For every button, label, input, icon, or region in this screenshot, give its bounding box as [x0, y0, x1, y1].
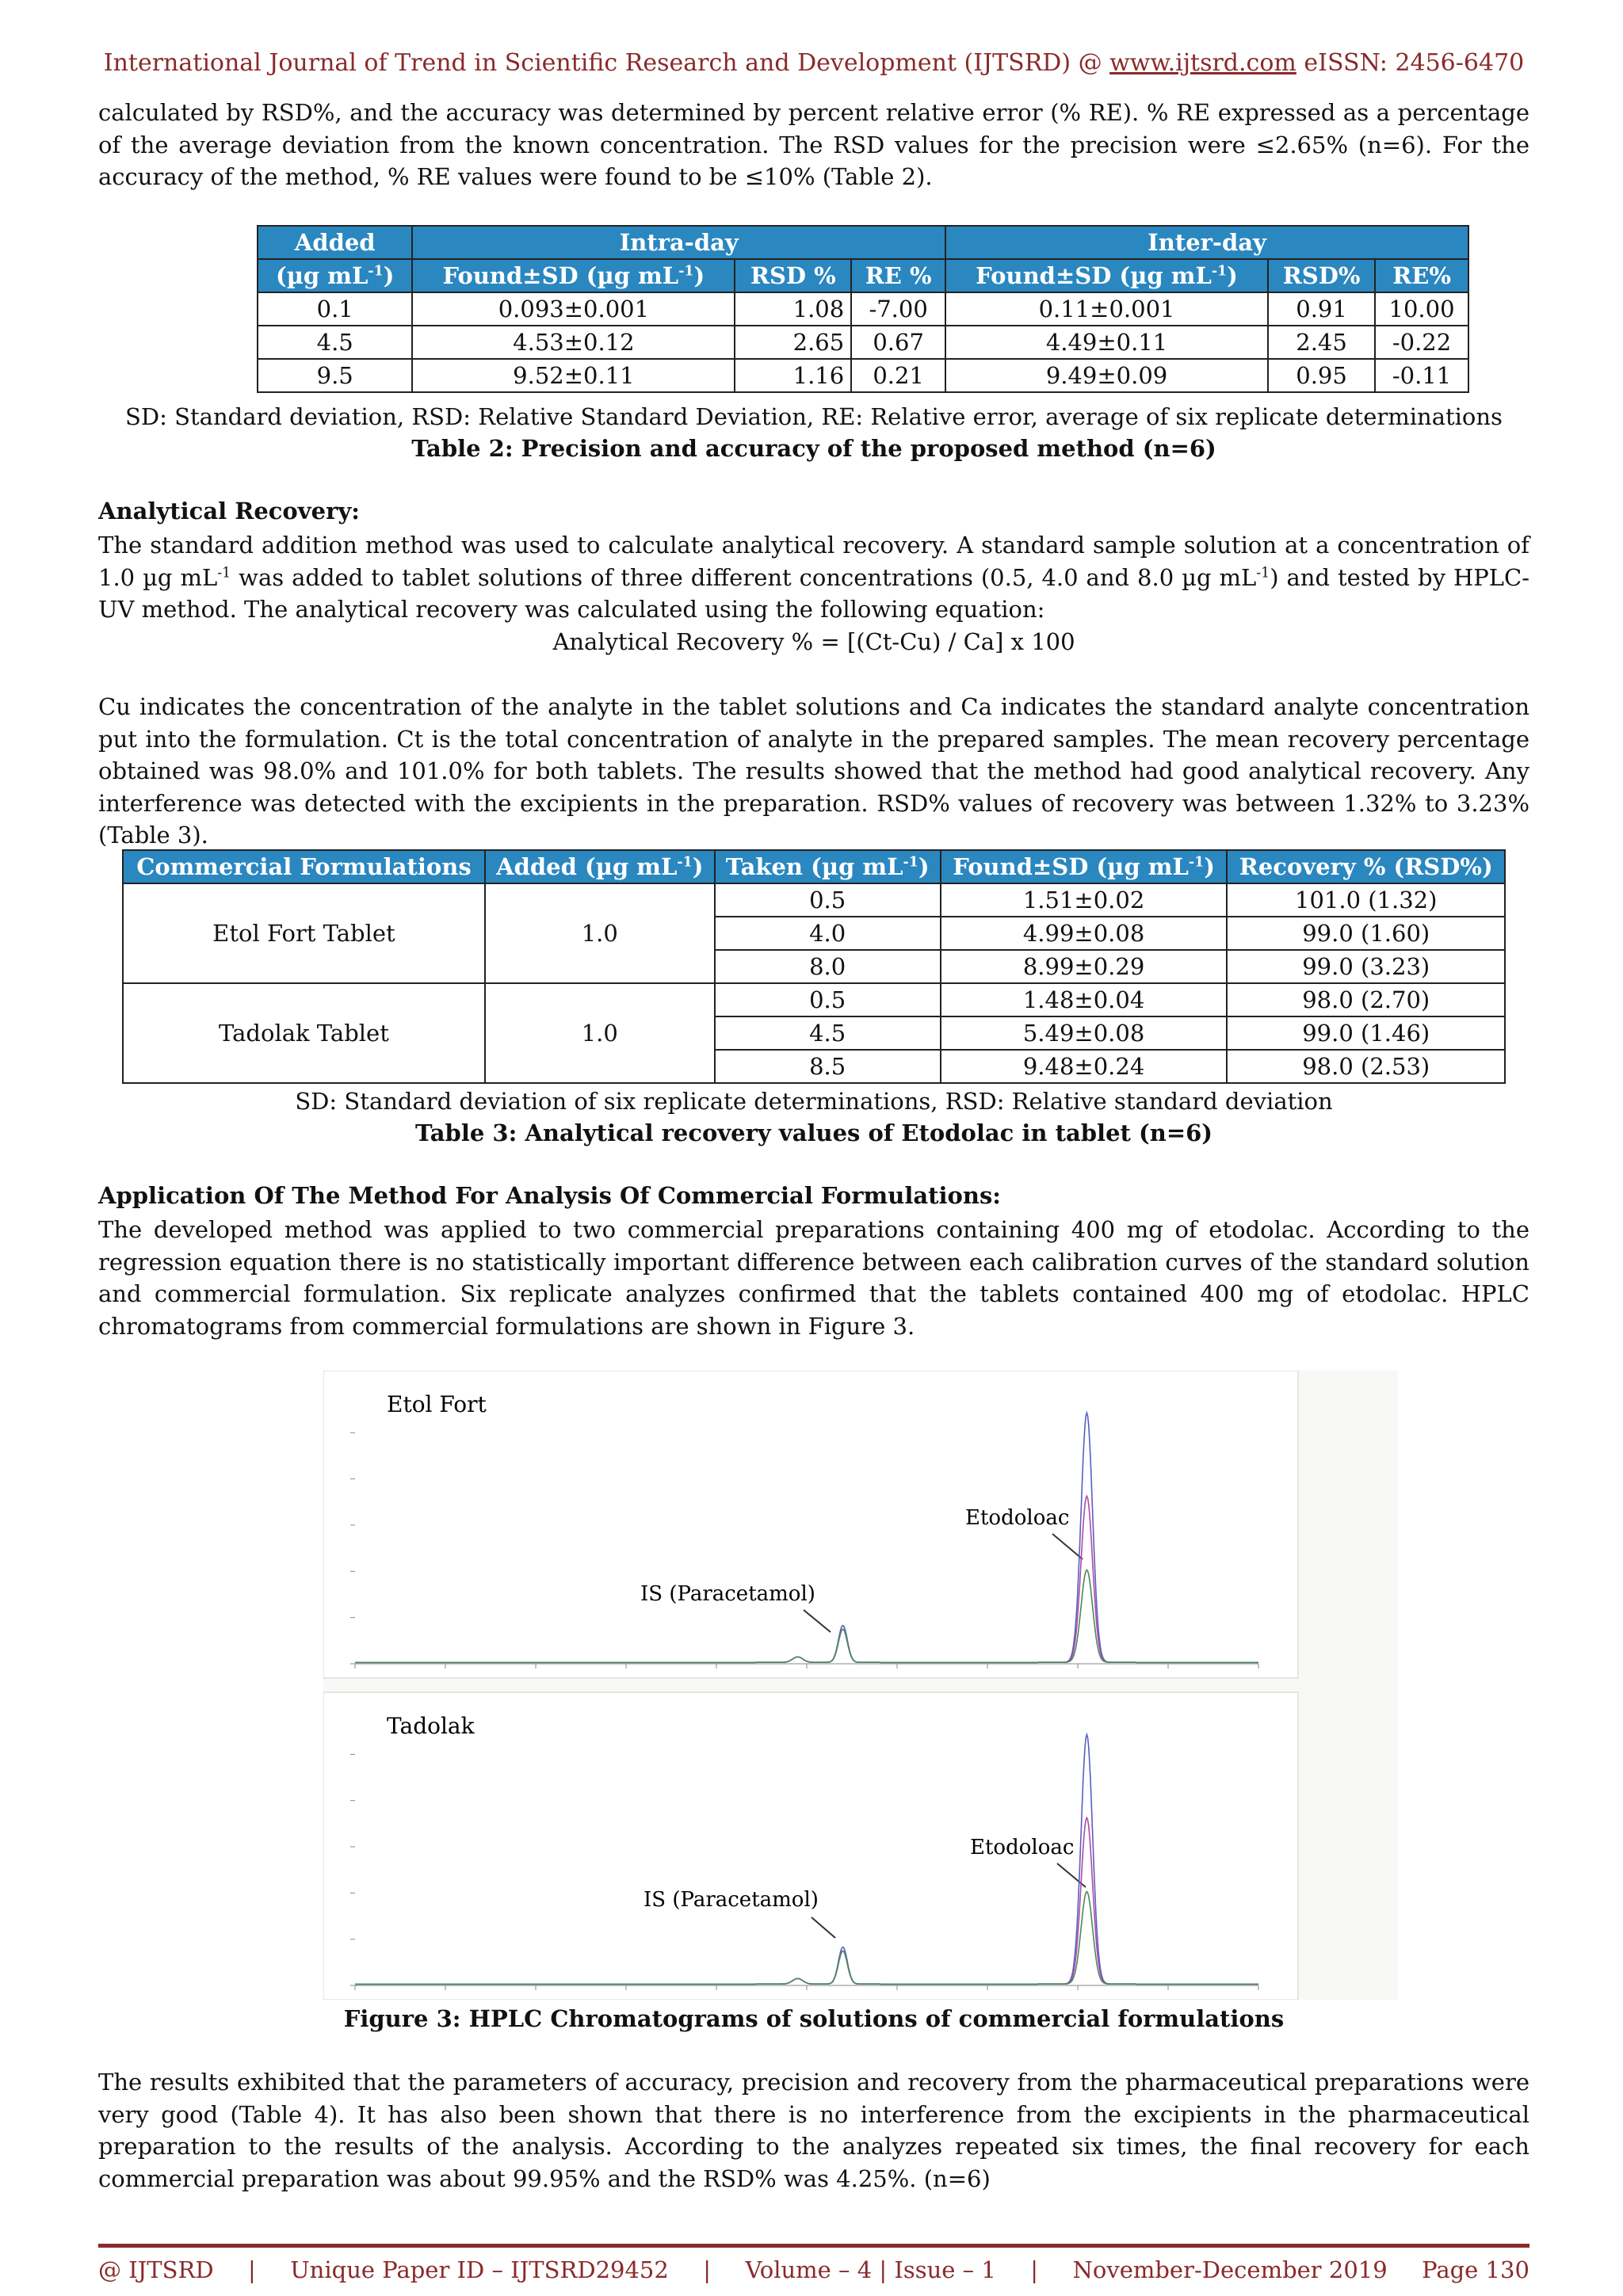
panel-title: Etol Fort	[387, 1391, 487, 1417]
t2-h-re-intra: RE %	[851, 259, 945, 292]
application-paragraph: The developed method was applied to two commercial preparations containing 400 mg of etodolac. According to the regression equation there is no statistically important difference between each calibration curves of the standard solution and commercial formulation. Six replicate analyzes confirmed that the tablets contained 400 mg of etodolac. HPLC chromatograms from commercial formulations are shown in Figure 3.	[98, 1216, 1529, 1340]
eissn: eISSN: 2456-6470	[1296, 49, 1525, 77]
t3-h-formulations: Commercial Formulations	[123, 850, 485, 883]
cell: 8.5	[715, 1050, 941, 1083]
chromatogram-svg	[323, 1371, 1398, 2000]
panel-title: Tadolak	[387, 1713, 475, 1739]
t2-h-rsd-inter: RSD%	[1268, 259, 1375, 292]
t2-h-inter: Inter-day	[945, 226, 1468, 259]
journal-url[interactable]: www.ijtsrd.com	[1109, 49, 1296, 77]
cell: 0.95	[1268, 359, 1375, 392]
cell: 5.49±0.08	[941, 1016, 1228, 1050]
recovery-paragraph: The standard addition method was used to calculate analytical recovery. A standard sample solution at a concentration of 1.0 µg $mL^{-1}$ was added to tablet solutions of three different concentrations (0.5, 4.0 and 8.0 µg $mL^{-1}$) and tested by HPLC-UV method. The analytical recovery was calculated using the following equation:	[98, 532, 1530, 623]
chromatogram-panel-etol-fort	[323, 1371, 1298, 1678]
table-row	[123, 983, 1505, 1016]
closing-paragraph: The results exhibited that the parameters of accuracy, precision and recovery from the pharmaceutical preparations were very good (Table 4). It has also been shown that there is no interference from the excipients in the pharmaceutical preparation to the results of the analysis. According to the analyzes repeated six times, the final recovery for each commercial preparation was about 99.95% and the RSD% was 4.25%. (n=6)	[98, 2069, 1529, 2192]
cell: 0.67	[851, 326, 945, 359]
cell: -7.00	[851, 292, 945, 326]
cell: 4.5	[715, 1016, 941, 1050]
footer-date: November-December 2019	[1072, 2256, 1388, 2283]
running-footer	[98, 2256, 1529, 2283]
table-row	[258, 359, 1468, 392]
t3-h-found: Found±SD (µg $mL^{-1}$)	[941, 850, 1228, 883]
is-peak-label: IS (Paracetamol)	[640, 1582, 815, 1606]
cell: 9.48±0.24	[941, 1050, 1228, 1083]
t2-h-added: Added	[258, 226, 412, 259]
cell: 101.0 (1.32)	[1227, 883, 1505, 917]
figure-3-caption: Figure 3: HPLC Chromatograms of solutions of commercial formulations	[343, 2005, 1285, 2032]
cell: Tadolak Tablet	[123, 983, 485, 1083]
cell: 98.0 (2.53)	[1227, 1050, 1505, 1083]
table-3-footnote: SD: Standard deviation of six replicate determinations, RSD: Relative standard deviation	[295, 1088, 1333, 1115]
cell: 0.5	[715, 883, 941, 917]
cell: 1.0	[485, 983, 715, 1083]
is-peak-label: IS (Paracetamol)	[643, 1888, 819, 1912]
recovery-paragraph-2: Cu indicates the concentration of the analyte in the tablet solutions and Ca indicates the standard analyte concentration put into the formulation. Ct is the total concentration of analyte in the prepared samples. The mean recovery percentage obtained was 98.0% and 101.0% for both tablets. The results showed that the method had good analytical recovery. Any interference was detected with the excipients in the preparation. RSD% values of recovery was between 1.32% to 3.23% (Table 3).	[98, 693, 1529, 849]
footer-sep: |	[1030, 2256, 1039, 2283]
cell: 0.11±0.001	[945, 292, 1268, 326]
journal-name: International Journal of Trend in Scientific Research and Development (IJTSRD) @	[103, 49, 1110, 77]
cell: 10.00	[1375, 292, 1468, 326]
cell: 1.51±0.02	[941, 883, 1228, 917]
application-heading: Application Of The Method For Analysis Of Commercial Formulations:	[98, 1182, 1002, 1209]
cell: 1.0	[485, 883, 715, 983]
recovery-heading: Analytical Recovery:	[98, 498, 360, 524]
cell: 1.08	[735, 292, 851, 326]
running-header	[98, 49, 1529, 77]
table-2	[257, 225, 1469, 393]
cell: 4.49±0.11	[945, 326, 1268, 359]
footer-volume: Volume – 4 | Issue – 1	[745, 2256, 996, 2283]
cell: 99.0 (3.23)	[1227, 950, 1505, 983]
t2-h-added-unit: (µg $mL^{-1}$)	[258, 259, 412, 292]
cell: 1.48±0.04	[941, 983, 1228, 1016]
cell: 4.5	[258, 326, 412, 359]
t2-h-intra: Intra-day	[412, 226, 945, 259]
cell: 99.0 (1.60)	[1227, 917, 1505, 950]
cell: -0.22	[1375, 326, 1468, 359]
cell: 4.99±0.08	[941, 917, 1228, 950]
table-2-caption: Table 2: Precision and accuracy of the proposed method (n=6)	[411, 435, 1216, 462]
cell: 99.0 (1.46)	[1227, 1016, 1505, 1050]
footer-sep: |	[703, 2256, 712, 2283]
etodolac-peak-label: Etodoloac	[970, 1836, 1075, 1859]
cell: 9.49±0.09	[945, 359, 1268, 392]
footer-rule	[98, 2244, 1529, 2248]
table-2-footnote: SD: Standard deviation, RSD: Relative Standard Deviation, RE: Relative error, average of six replicate determinations	[125, 403, 1503, 430]
cell: 98.0 (2.70)	[1227, 983, 1505, 1016]
footer-paper-id: Unique Paper ID – IJTSRD29452	[290, 2256, 669, 2283]
cell: 2.45	[1268, 326, 1375, 359]
cell: 0.21	[851, 359, 945, 392]
t3-h-added: Added (µg $mL^{-1}$)	[485, 850, 715, 883]
t2-h-found-intra: Found±SD (µg $mL^{-1}$)	[412, 259, 735, 292]
footer-sep: |	[248, 2256, 256, 2283]
footer-left: @ IJTSRD	[98, 2256, 214, 2283]
chromatogram-panel-tadolak	[323, 1692, 1298, 2000]
table-row	[258, 292, 1468, 326]
t3-h-recovery: Recovery % (RSD%)	[1227, 850, 1505, 883]
cell: 8.99±0.29	[941, 950, 1228, 983]
figure-3	[323, 1371, 1398, 2000]
recovery-equation: Analytical Recovery % = [(Ct-Cu) / Ca] x 100	[552, 628, 1075, 655]
cell: 8.0	[715, 950, 941, 983]
t2-h-re-inter: RE%	[1375, 259, 1468, 292]
cell: 2.65	[735, 326, 851, 359]
footer-page: Page 130	[1422, 2256, 1529, 2283]
t2-h-rsd-intra: RSD %	[735, 259, 851, 292]
cell: 1.16	[735, 359, 851, 392]
table-row	[258, 326, 1468, 359]
t3-h-taken: Taken (µg $mL^{-1}$)	[715, 850, 941, 883]
cell: 0.91	[1268, 292, 1375, 326]
intro-paragraph: calculated by RSD%, and the accuracy was determined by percent relative error (% RE). % RE expressed as a percentage of the average deviation from the known concentration. The RSD values for the precision were ≤2.65% (n=6). For the accuracy of the method, % RE values were found to be ≤10% (Table 2).	[98, 99, 1529, 190]
etodolac-peak-label: Etodoloac	[965, 1506, 1070, 1530]
cell: Etol Fort Tablet	[123, 883, 485, 983]
cell: 9.5	[258, 359, 412, 392]
cell: 4.0	[715, 917, 941, 950]
cell: 4.53±0.12	[412, 326, 735, 359]
table-3-caption: Table 3: Analytical recovery values of Etodolac in tablet (n=6)	[414, 1119, 1213, 1146]
table-3	[122, 849, 1506, 1084]
cell: 0.1	[258, 292, 412, 326]
cell: 0.093±0.001	[412, 292, 735, 326]
table-row	[123, 883, 1505, 917]
cell: 0.5	[715, 983, 941, 1016]
cell: 9.52±0.11	[412, 359, 735, 392]
cell: -0.11	[1375, 359, 1468, 392]
t2-h-found-inter: Found±SD (µg $mL^{-1}$)	[945, 259, 1268, 292]
